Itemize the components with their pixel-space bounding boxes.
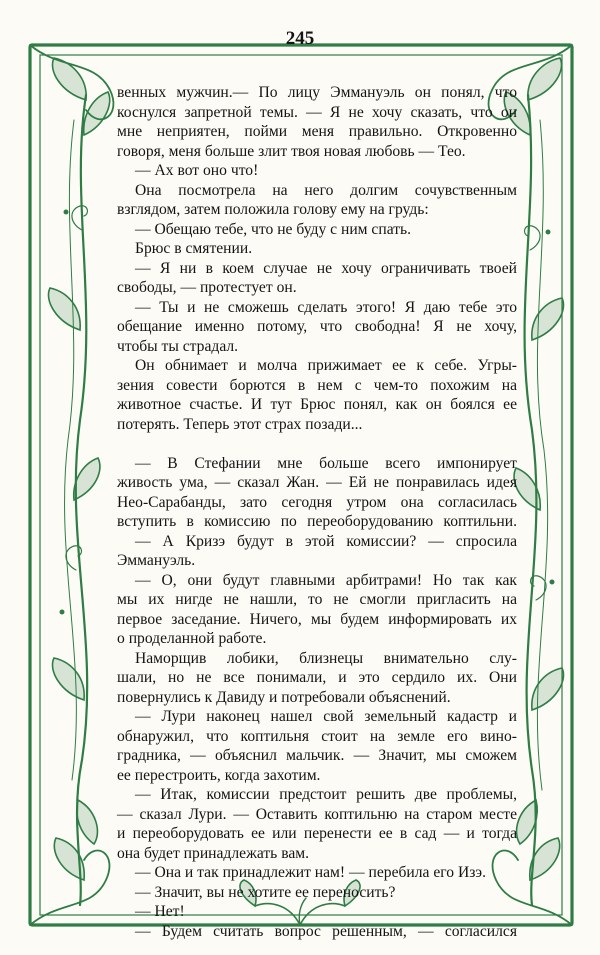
- text-line: — Ах вот оно что!: [135, 162, 259, 179]
- text-line: — Ты и не сможешь сделать этого! Я даю тебе это: [135, 298, 517, 316]
- text-line: шали, но не все понимали, и это сердило их. Они: [117, 669, 517, 686]
- text-line: Эммануэль.: [117, 552, 196, 569]
- text-line: ее перестроить, когда захотим.: [117, 766, 321, 784]
- body-text: [117, 83, 517, 941]
- text-line: и переоборудовать ее или перенести ее в сад — и тогда: [117, 825, 517, 842]
- text-line: обещание именно потому, что свободна! Я не хочу,: [117, 318, 517, 335]
- text-line: Брюс в смятении.: [135, 240, 253, 257]
- text-line: — Итак, комиссии предстоит решить две проблемы,: [135, 786, 517, 803]
- text-line: — Я ни в коем случае не хочу ограничивать твоей: [135, 259, 517, 277]
- text-line: — Она и так принадлежит нам! — перебила его Изэ.: [135, 864, 487, 881]
- text-line: говоря, меня больше злит твоя новая любовь — Тео.: [117, 142, 466, 160]
- text-line: Она посмотрела на него долгим сочувственным: [135, 181, 517, 199]
- text-line: — сказал Лури. — Оставить коптильню на старом месте: [117, 805, 517, 823]
- text-line: — Лури наконец нашел свой земельный кадастр и: [135, 708, 517, 725]
- text-line: Он обнимает и молча прижимает ее к себе. Угры-: [135, 357, 517, 374]
- section-break: [117, 434, 517, 454]
- text-line: — А Кризэ будут в этой комиссии? — спросила: [135, 532, 517, 550]
- text-line: мне неприятен, пойми меня правильно. Откровенно: [117, 123, 517, 140]
- text-line: потерять. Теперь этот страх позади...: [117, 415, 363, 433]
- text-line: живость ума, — сказал Жан. — Ей не понравилась идея: [117, 474, 517, 491]
- text-line: градника, — объяснил мальчик. — Значит, мы сможем: [117, 747, 517, 764]
- text-line: — Будем считать вопрос решенным, — согласился: [135, 922, 517, 940]
- text-line: коснулся запретной темы. — Я не хочу сказать, что он: [117, 103, 517, 121]
- text-line: о проделанной работе.: [117, 630, 267, 647]
- text-line: — В Стефании мне больше всего импонирует: [135, 454, 517, 472]
- text-line: зения совести борются в нем с чем-то похожим на: [117, 376, 517, 394]
- text-line: — Значит, вы не хотите ее переносить?: [135, 883, 396, 901]
- text-line: вступить в комиссию по переоборудованию коптильни.: [117, 513, 517, 530]
- text-line: животное счастье. И тут Брюс понял, как он боялся ее: [117, 396, 517, 413]
- text-line: чтобы ты страдал.: [117, 337, 239, 355]
- text-line: Наморщив лобики, близнецы внимательно слу-: [135, 649, 517, 667]
- text-line: свободы, — протестует он.: [117, 279, 297, 296]
- text-line: взглядом, затем положила голову ему на грудь:: [117, 201, 429, 218]
- text-line: первое заседание. Ничего, мы будем информировать их: [117, 610, 517, 628]
- text-line: венных мужчин.— По лицу Эммануэль он понял, что: [117, 84, 517, 101]
- text-line: обнаружил, что коптильня стоит на земле его вино-: [117, 727, 517, 745]
- text-line: — Обещаю тебе, что не буду с ним спать.: [135, 220, 412, 238]
- page-number: 245: [285, 28, 315, 49]
- text-line: повернулись к Давиду и потребовали объяснений.: [117, 688, 451, 706]
- text-line: мы их нигде не нашли, то не смогли пригласить на: [117, 591, 517, 608]
- text-line: Нео-Сарабанды, зато сегодня утром она согласилась: [117, 493, 517, 511]
- text-line: — О, они будут главными арбитрами! Но так как: [135, 571, 517, 589]
- text-line: — Нет!: [135, 903, 185, 920]
- text-line: она будет принадлежать вам.: [117, 844, 310, 862]
